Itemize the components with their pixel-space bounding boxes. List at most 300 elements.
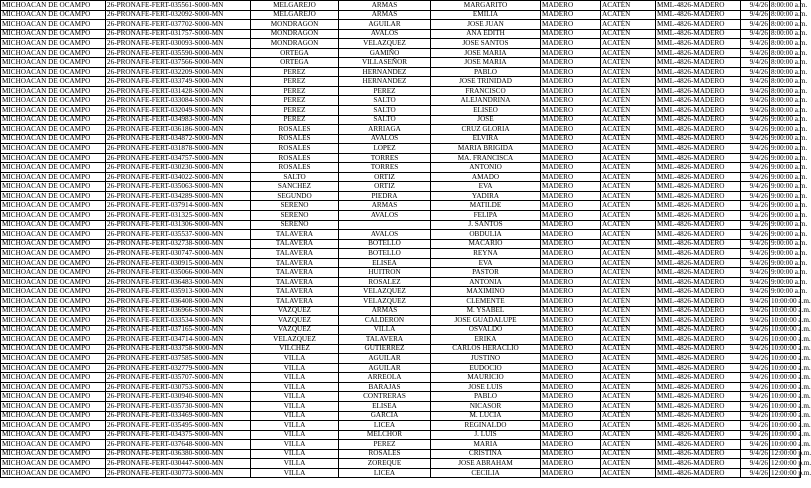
surname2-cell: LICEA — [339, 468, 431, 478]
warehouse-cell: MML-4826-MADERO — [656, 239, 741, 249]
surname1-cell: TALAVERA — [251, 239, 339, 249]
locality-cell: ACATÉN — [601, 134, 656, 144]
table-row — [1, 125, 801, 135]
municipality-cell: MADERO — [541, 268, 601, 278]
folio-cell: 26-PRONAFE-FERT-030747-S000-MN — [106, 249, 251, 259]
warehouse-cell: MML-4826-MADERO — [656, 182, 741, 192]
warehouse-cell: MML-4826-MADERO — [656, 77, 741, 87]
surname1-cell: VILLA — [251, 392, 339, 402]
folio-cell: 26-PRONAFE-FERT-035063-S000-MN — [106, 182, 251, 192]
state-cell: MICHOACAN DE OCAMPO — [1, 249, 106, 259]
surname1-cell: VILLA — [251, 440, 339, 450]
warehouse-cell: MML-4826-MADERO — [656, 440, 741, 450]
surname1-cell: MELGAREJO — [251, 1, 339, 11]
date-cell: 9/4/26 — [741, 86, 770, 96]
warehouse-cell: MML-4826-MADERO — [656, 172, 741, 182]
surname2-cell: ORTIZ — [339, 172, 431, 182]
surname2-cell: ARMAS — [339, 10, 431, 20]
surname1-cell: ROSALES — [251, 125, 339, 135]
warehouse-cell: MML-4826-MADERO — [656, 430, 741, 440]
locality-cell: ACATÉN — [601, 153, 656, 163]
given-name-cell: JOSE MARIA — [431, 48, 541, 58]
folio-cell: 26-PRONAFE-FERT-036483-S000-MN — [106, 277, 251, 287]
given-name-cell: CRUZ GLORIA — [431, 125, 541, 135]
state-cell: MICHOACAN DE OCAMPO — [1, 172, 106, 182]
locality-cell: ACATÉN — [601, 115, 656, 125]
warehouse-cell: MML-4826-MADERO — [656, 268, 741, 278]
given-name-cell: EVA — [431, 182, 541, 192]
time-cell: 9:00:00 a.m. — [771, 229, 808, 238]
date-cell: 9/4/26 — [741, 29, 770, 39]
table-row — [1, 316, 801, 326]
locality-cell: ACATÉN — [601, 77, 656, 87]
date-cell: 9/4/26 — [741, 220, 770, 230]
warehouse-cell: MML-4826-MADERO — [656, 20, 741, 30]
folio-cell: 26-PRONAFE-FERT-031306-S000-MN — [106, 220, 251, 230]
surname1-cell: PEREZ — [251, 96, 339, 106]
table-row — [1, 39, 801, 49]
locality-cell: ACATÉN — [601, 106, 656, 116]
municipality-cell: MADERO — [541, 296, 601, 306]
folio-cell: 26-PRONAFE-FERT-030093-S000-MN — [106, 39, 251, 49]
folio-cell: 26-PRONAFE-FERT-032049-S000-MN — [106, 106, 251, 116]
warehouse-cell: MML-4826-MADERO — [656, 39, 741, 49]
municipality-cell: MADERO — [541, 344, 601, 354]
state-cell: MICHOACAN DE OCAMPO — [1, 201, 106, 211]
municipality-cell: MADERO — [541, 411, 601, 421]
table-row — [1, 258, 801, 268]
surname2-cell: LOPEZ — [339, 144, 431, 154]
municipality-cell: MADERO — [541, 392, 601, 402]
locality-cell: ACATÉN — [601, 144, 656, 154]
folio-cell: 26-PRONAFE-FERT-030447-S000-MN — [106, 459, 251, 469]
state-cell: MICHOACAN DE OCAMPO — [1, 67, 106, 77]
surname1-cell: VILLA — [251, 468, 339, 478]
municipality-cell: MADERO — [541, 191, 601, 201]
state-cell: MICHOACAN DE OCAMPO — [1, 134, 106, 144]
given-name-cell: OSVALDO — [431, 325, 541, 335]
locality-cell: ACATÉN — [601, 239, 656, 249]
municipality-cell: MADERO — [541, 239, 601, 249]
surname2-cell: ARRIAGA — [339, 125, 431, 135]
surname2-cell: AVALOS — [339, 211, 431, 221]
state-cell: MICHOACAN DE OCAMPO — [1, 29, 106, 39]
date-cell: 9/4/26 — [741, 258, 770, 268]
time-cell: 10:00:00 a.m. — [771, 296, 811, 305]
given-name-cell: J. SANTOS — [431, 220, 541, 230]
time-cell: 9:00:00 a.m. — [771, 220, 808, 229]
time-cell: 9:00:00 a.m. — [771, 268, 808, 277]
table-row — [1, 163, 801, 173]
warehouse-cell: MML-4826-MADERO — [656, 296, 741, 306]
given-name-cell: CECILIA — [431, 468, 541, 478]
state-cell: MICHOACAN DE OCAMPO — [1, 316, 106, 326]
time-cell: 9:00:00 a.m. — [771, 277, 808, 286]
surname2-cell: PIEDRA — [339, 191, 431, 201]
state-cell: MICHOACAN DE OCAMPO — [1, 1, 106, 11]
date-cell: 9/4/26 — [741, 20, 770, 30]
municipality-cell: MADERO — [541, 86, 601, 96]
locality-cell: ACATÉN — [601, 344, 656, 354]
time-cell: 8:00:00 a.m. — [771, 96, 808, 105]
table-row — [1, 421, 801, 431]
surname2-cell: ELISEA — [339, 401, 431, 411]
surname2-cell: VELAZQUEZ — [339, 39, 431, 49]
municipality-cell: MADERO — [541, 106, 601, 116]
table-row — [1, 287, 801, 297]
state-cell: MICHOACAN DE OCAMPO — [1, 86, 106, 96]
table-row — [1, 354, 801, 364]
locality-cell: ACATÉN — [601, 249, 656, 259]
warehouse-cell: MML-4826-MADERO — [656, 153, 741, 163]
warehouse-cell: MML-4826-MADERO — [656, 459, 741, 469]
locality-cell: ACATÉN — [601, 430, 656, 440]
surname2-cell: ARREOLA — [339, 373, 431, 383]
date-cell: 9/4/26 — [741, 296, 770, 306]
state-cell: MICHOACAN DE OCAMPO — [1, 10, 106, 20]
date-cell: 9/4/26 — [741, 306, 770, 316]
state-cell: MICHOACAN DE OCAMPO — [1, 354, 106, 364]
warehouse-cell: MML-4826-MADERO — [656, 382, 741, 392]
folio-cell: 26-PRONAFE-FERT-034757-S000-MN — [106, 153, 251, 163]
given-name-cell: CARLOS HERACLIO — [431, 344, 541, 354]
municipality-cell: MADERO — [541, 277, 601, 287]
surname1-cell: ROSALES — [251, 163, 339, 173]
locality-cell: ACATÉN — [601, 39, 656, 49]
surname1-cell: VAZQUEZ — [251, 325, 339, 335]
state-cell: MICHOACAN DE OCAMPO — [1, 239, 106, 249]
warehouse-cell: MML-4826-MADERO — [656, 10, 741, 20]
time-cell: 10:00:00 a.m. — [771, 315, 811, 324]
municipality-cell: MADERO — [541, 382, 601, 392]
table-row — [1, 115, 801, 125]
locality-cell: ACATÉN — [601, 440, 656, 450]
folio-cell: 26-PRONAFE-FERT-037914-S000-MN — [106, 201, 251, 211]
warehouse-cell: MML-4826-MADERO — [656, 191, 741, 201]
locality-cell: ACATÉN — [601, 392, 656, 402]
date-cell: 9/4/26 — [741, 115, 770, 125]
warehouse-cell: MML-4826-MADERO — [656, 411, 741, 421]
table-row — [1, 459, 801, 469]
surname2-cell: ROSALES — [339, 449, 431, 459]
time-cell: 8:00:00 a.m. — [771, 19, 808, 28]
surname2-cell: ARMAS — [339, 1, 431, 11]
folio-cell: 26-PRONAFE-FERT-036966-S000-MN — [106, 306, 251, 316]
surname1-cell: VAZQUEZ — [251, 306, 339, 316]
warehouse-cell: MML-4826-MADERO — [656, 401, 741, 411]
time-cell: 9:00:00 a.m. — [771, 210, 808, 219]
given-name-cell: EUDOCIO — [431, 363, 541, 373]
municipality-cell: MADERO — [541, 258, 601, 268]
locality-cell: ACATÉN — [601, 296, 656, 306]
folio-cell: 26-PRONAFE-FERT-033469-S000-MN — [106, 411, 251, 421]
municipality-cell: MADERO — [541, 354, 601, 364]
table-row — [1, 20, 801, 30]
locality-cell: ACATÉN — [601, 373, 656, 383]
state-cell: MICHOACAN DE OCAMPO — [1, 153, 106, 163]
date-cell: 9/4/26 — [741, 172, 770, 182]
table-body — [1, 0, 811, 478]
surname1-cell: TALAVERA — [251, 258, 339, 268]
folio-cell: 26-PRONAFE-FERT-032209-S000-MN — [106, 67, 251, 77]
given-name-cell: PABLO — [431, 392, 541, 402]
folio-cell: 26-PRONAFE-FERT-032779-S000-MN — [106, 363, 251, 373]
surname1-cell: MELGAREJO — [251, 10, 339, 20]
warehouse-cell: MML-4826-MADERO — [656, 201, 741, 211]
table-row — [1, 67, 801, 77]
given-name-cell: CLEMENTE — [431, 296, 541, 306]
surname2-cell: ARMAS — [339, 306, 431, 316]
time-cell: 8:00:00 a.m. — [771, 77, 808, 86]
given-name-cell: CRISTINA — [431, 449, 541, 459]
folio-cell: 26-PRONAFE-FERT-030230-S000-MN — [106, 163, 251, 173]
folio-cell: 26-PRONAFE-FERT-037165-S000-MN — [106, 325, 251, 335]
locality-cell: ACATÉN — [601, 182, 656, 192]
folio-cell: 26-PRONAFE-FERT-032092-S000-MN — [106, 10, 251, 20]
locality-cell: ACATÉN — [601, 382, 656, 392]
given-name-cell: ANTONIO — [431, 163, 541, 173]
time-cell: 12:00:00 p.m. — [771, 459, 811, 468]
time-cell: 10:00:00 a.m. — [771, 373, 811, 382]
table-row — [1, 182, 801, 192]
warehouse-cell: MML-4826-MADERO — [656, 58, 741, 68]
given-name-cell: ELISEO — [431, 106, 541, 116]
table-row — [1, 411, 801, 421]
locality-cell: ACATÉN — [601, 449, 656, 459]
given-name-cell: JOSE MARIA — [431, 58, 541, 68]
time-cell: 8:00:00 a.m. — [771, 67, 808, 76]
surname2-cell: AVALOS — [339, 29, 431, 39]
given-name-cell: MARIA — [431, 440, 541, 450]
locality-cell: ACATÉN — [601, 325, 656, 335]
municipality-cell: MADERO — [541, 1, 601, 11]
time-cell: 10:00:00 a.m. — [771, 334, 811, 343]
folio-cell: 26-PRONAFE-FERT-033749-S000-MN — [106, 77, 251, 87]
surname2-cell: CONTRERAS — [339, 392, 431, 402]
time-cell: 10:00:00 a.m. — [771, 382, 811, 391]
surname2-cell: BOTELLO — [339, 239, 431, 249]
given-name-cell: M. YSABEL — [431, 306, 541, 316]
given-name-cell: ELVIRA — [431, 134, 541, 144]
warehouse-cell: MML-4826-MADERO — [656, 67, 741, 77]
warehouse-cell: MML-4826-MADERO — [656, 220, 741, 230]
folio-cell: 26-PRONAFE-FERT-035590-S000-MN — [106, 48, 251, 58]
folio-cell: 26-PRONAFE-FERT-033758-S000-MN — [106, 344, 251, 354]
surname1-cell: TALAVERA — [251, 249, 339, 259]
given-name-cell: MAURICIO — [431, 373, 541, 383]
table-row — [1, 468, 801, 478]
surname2-cell: SALTO — [339, 106, 431, 116]
given-name-cell: MACARIO — [431, 239, 541, 249]
warehouse-cell: MML-4826-MADERO — [656, 277, 741, 287]
time-cell: 9:00:00 a.m. — [771, 134, 808, 143]
state-cell: MICHOACAN DE OCAMPO — [1, 39, 106, 49]
surname2-cell: HUITRON — [339, 268, 431, 278]
locality-cell: ACATÉN — [601, 277, 656, 287]
table-row — [1, 325, 801, 335]
state-cell: MICHOACAN DE OCAMPO — [1, 392, 106, 402]
folio-cell: 26-PRONAFE-FERT-034872-S000-MN — [106, 134, 251, 144]
surname1-cell: MONDRAGON — [251, 39, 339, 49]
time-cell: 8:00:00 a.m. — [771, 48, 808, 57]
date-cell: 9/4/26 — [741, 39, 770, 49]
warehouse-cell: MML-4826-MADERO — [656, 125, 741, 135]
surname2-cell: AGUILAR — [339, 354, 431, 364]
date-cell: 9/4/26 — [741, 48, 770, 58]
surname1-cell: MONDRAGON — [251, 29, 339, 39]
municipality-cell: MADERO — [541, 459, 601, 469]
given-name-cell: MARGARITO — [431, 1, 541, 11]
table-row — [1, 277, 801, 287]
surname1-cell: ORTEGA — [251, 58, 339, 68]
given-name-cell: JOSE SANTOS — [431, 39, 541, 49]
locality-cell: ACATÉN — [601, 1, 656, 11]
folio-cell: 26-PRONAFE-FERT-030773-S000-MN — [106, 468, 251, 478]
table-row — [1, 106, 801, 116]
table-row — [1, 449, 801, 459]
warehouse-cell: MML-4826-MADERO — [656, 29, 741, 39]
state-cell: MICHOACAN DE OCAMPO — [1, 277, 106, 287]
warehouse-cell: MML-4826-MADERO — [656, 1, 741, 11]
municipality-cell: MADERO — [541, 201, 601, 211]
surname2-cell: HERNANDEZ — [339, 77, 431, 87]
state-cell: MICHOACAN DE OCAMPO — [1, 77, 106, 87]
state-cell: MICHOACAN DE OCAMPO — [1, 430, 106, 440]
state-cell: MICHOACAN DE OCAMPO — [1, 191, 106, 201]
time-cell: 9:00:00 a.m. — [771, 143, 808, 152]
folio-cell: 26-PRONAFE-FERT-034375-S000-MN — [106, 430, 251, 440]
given-name-cell: AMADO — [431, 172, 541, 182]
state-cell: MICHOACAN DE OCAMPO — [1, 268, 106, 278]
municipality-cell: MADERO — [541, 163, 601, 173]
municipality-cell: MADERO — [541, 96, 601, 106]
surname2-cell: VILLASEÑOR — [339, 58, 431, 68]
municipality-cell: MADERO — [541, 306, 601, 316]
municipality-cell: MADERO — [541, 363, 601, 373]
surname1-cell: PEREZ — [251, 106, 339, 116]
time-cell: 10:00:00 a.m. — [771, 354, 811, 362]
time-cell: 10:00:00 a.m. — [771, 363, 811, 372]
folio-cell: 26-PRONAFE-FERT-037702-S000-MN — [106, 20, 251, 30]
surname2-cell: SALTO — [339, 96, 431, 106]
surname1-cell: VILLA — [251, 354, 339, 364]
folio-cell: 26-PRONAFE-FERT-030915-S000-MN — [106, 258, 251, 268]
time-cell: 9:00:00 a.m. — [771, 201, 808, 210]
given-name-cell: J. LUIS — [431, 430, 541, 440]
locality-cell: ACATÉN — [601, 125, 656, 135]
table-row — [1, 430, 801, 440]
surname1-cell: VILLA — [251, 373, 339, 383]
municipality-cell: MADERO — [541, 421, 601, 431]
time-cell: 9:00:00 a.m. — [771, 124, 808, 133]
surname1-cell: SEGUNDO — [251, 191, 339, 201]
date-cell: 9/4/26 — [741, 373, 770, 383]
surname1-cell: VILLA — [251, 421, 339, 431]
date-cell: 9/4/26 — [741, 249, 770, 259]
time-cell: 8:00:00 a.m. — [771, 105, 808, 114]
date-cell: 9/4/26 — [741, 1, 770, 11]
table-row — [1, 172, 801, 182]
surname1-cell: VILLA — [251, 382, 339, 392]
municipality-cell: MADERO — [541, 125, 601, 135]
time-cell: 9:00:00 a.m. — [771, 153, 808, 162]
locality-cell: ACATÉN — [601, 287, 656, 297]
municipality-cell: MADERO — [541, 325, 601, 335]
municipality-cell: MADERO — [541, 316, 601, 326]
state-cell: MICHOACAN DE OCAMPO — [1, 220, 106, 230]
table-row — [1, 230, 801, 240]
locality-cell: ACATÉN — [601, 459, 656, 469]
locality-cell: ACATÉN — [601, 230, 656, 240]
given-name-cell: M. LUCIA — [431, 411, 541, 421]
surname2-cell: GARCIA — [339, 411, 431, 421]
surname2-cell: GAMIÑO — [339, 48, 431, 58]
date-cell: 9/4/26 — [741, 230, 770, 240]
folio-cell: 26-PRONAFE-FERT-037585-S000-MN — [106, 354, 251, 364]
folio-cell: 26-PRONAFE-FERT-034022-S000-MN — [106, 172, 251, 182]
date-cell: 9/4/26 — [741, 430, 770, 440]
given-name-cell: PASTOR — [431, 268, 541, 278]
table-row — [1, 363, 801, 373]
folio-cell: 26-PRONAFE-FERT-030940-S000-MN — [106, 392, 251, 402]
time-cell: 10:00:00 a.m. — [771, 344, 811, 353]
given-name-cell: MA. FRANCISCA — [431, 153, 541, 163]
time-cell: 9:00:00 a.m. — [771, 172, 808, 181]
given-name-cell: ANA EDITH — [431, 29, 541, 39]
surname2-cell: SALTO — [339, 115, 431, 125]
time-cell: 10:00:00 a.m. — [771, 439, 811, 448]
surname2-cell: ZOREQUE — [339, 459, 431, 469]
table-row — [1, 77, 801, 87]
municipality-cell: MADERO — [541, 449, 601, 459]
given-name-cell: YADIRA — [431, 191, 541, 201]
folio-cell: 26-PRONAFE-FERT-035730-S000-MN — [106, 401, 251, 411]
time-cell: 10:00:00 a.m. — [771, 325, 811, 334]
warehouse-cell: MML-4826-MADERO — [656, 392, 741, 402]
given-name-cell: JOSE TRINIDAD — [431, 77, 541, 87]
warehouse-cell: MML-4826-MADERO — [656, 373, 741, 383]
time-cell: 10:00:00 a.m. — [771, 430, 811, 439]
given-name-cell: NICASOR — [431, 401, 541, 411]
locality-cell: ACATÉN — [601, 20, 656, 30]
date-cell: 9/4/26 — [741, 211, 770, 221]
table-row — [1, 48, 801, 58]
locality-cell: ACATÉN — [601, 401, 656, 411]
state-cell: MICHOACAN DE OCAMPO — [1, 440, 106, 450]
time-cell: 10:00:00 a.m. — [771, 411, 811, 420]
surname2-cell: GUTIERREZ — [339, 344, 431, 354]
surname2-cell: TALAVERA — [339, 335, 431, 345]
surname1-cell: PEREZ — [251, 77, 339, 87]
time-cell: 10:00:00 a.m. — [771, 392, 811, 401]
surname1-cell: VELAZQUEZ — [251, 335, 339, 345]
date-cell: 9/4/26 — [741, 144, 770, 154]
date-cell: 9/4/26 — [741, 363, 770, 373]
table-row — [1, 268, 801, 278]
surname1-cell: MONDRAGON — [251, 20, 339, 30]
municipality-cell: MADERO — [541, 401, 601, 411]
warehouse-cell: MML-4826-MADERO — [656, 468, 741, 478]
table-row — [1, 153, 801, 163]
date-cell: 9/4/26 — [741, 153, 770, 163]
folio-cell: 26-PRONAFE-FERT-035707-S000-MN — [106, 373, 251, 383]
locality-cell: ACATÉN — [601, 316, 656, 326]
locality-cell: ACATÉN — [601, 411, 656, 421]
folio-cell: 26-PRONAFE-FERT-035495-S000-MN — [106, 421, 251, 431]
date-cell: 9/4/26 — [741, 335, 770, 345]
folio-cell: 26-PRONAFE-FERT-036408-S000-MN — [106, 296, 251, 306]
surname2-cell: ROSALEZ — [339, 277, 431, 287]
